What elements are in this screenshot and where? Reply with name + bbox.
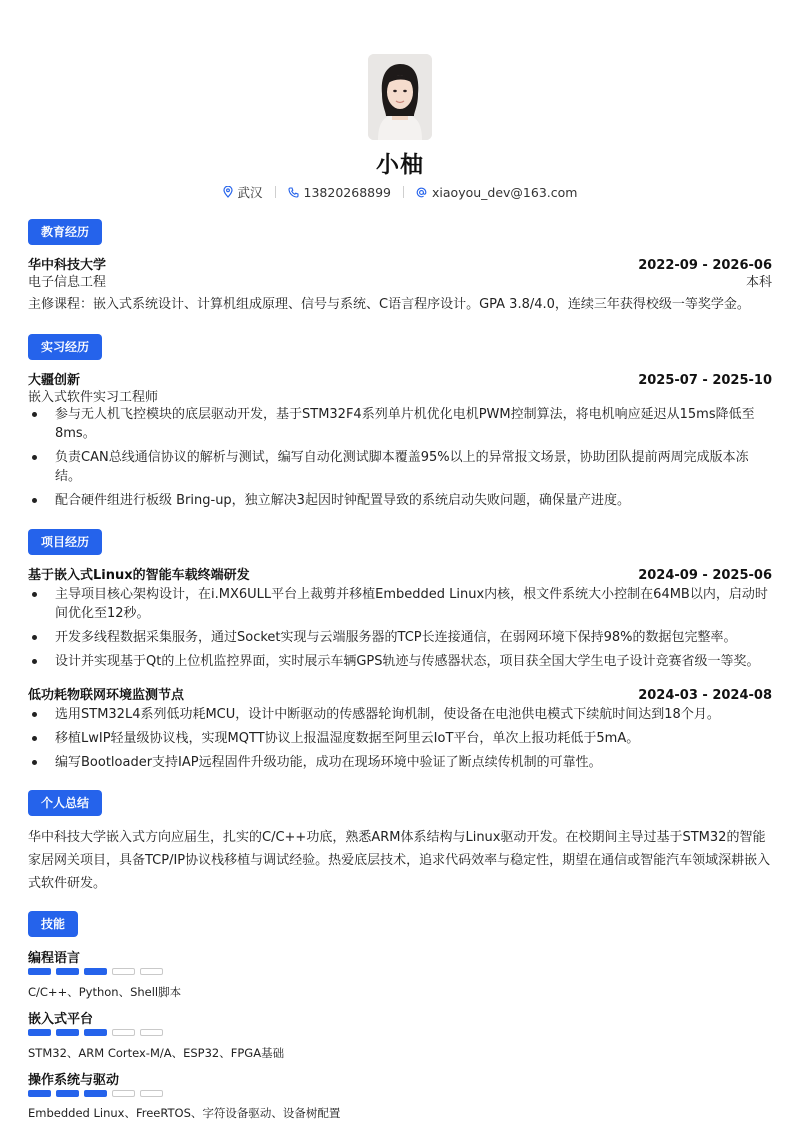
skill-desc: STM32、ARM Cortex-M/A、ESP32、FPGA基础 <box>28 1046 285 1060</box>
location-text: 武汉 <box>237 185 263 200</box>
skill-desc: Embedded Linux、FreeRTOS、字符设备驱动、设备树配置 <box>28 1106 341 1120</box>
section-tag-projects: 项目经历 <box>28 529 102 555</box>
skill-segment-filled <box>28 1029 51 1036</box>
project-title: 低功耗物联网环境监测节点 <box>28 688 185 703</box>
location-item <box>223 183 263 201</box>
skill-name: 操作系统与驱动 <box>28 1073 120 1088</box>
section-tag-internship: 实习经历 <box>28 334 102 360</box>
skill-segment-empty <box>112 1029 135 1036</box>
skill-segment-empty <box>112 1090 135 1097</box>
phone-icon <box>288 187 299 198</box>
contact-bar <box>0 183 800 201</box>
skill-segment-filled <box>56 968 79 975</box>
candidate-name: 小柚 <box>376 152 424 178</box>
skill-segment-filled <box>28 1090 51 1097</box>
project-1-bullets <box>28 585 772 676</box>
skill-level-bar <box>28 968 163 975</box>
section-tag-skills: 技能 <box>28 911 78 937</box>
company-name: 大疆创新 <box>28 373 81 388</box>
education-detail: 主修课程：嵌入式系统设计、计算机组成原理、信号与系统、C语言程序设计。GPA 3.8/4.0，连续三年获得校级一等奖学金。 <box>28 297 750 312</box>
list-item: 设计并实现基于Qt的上位机监控界面，实时展示车辆GPS轨迹与传感器状态，项目获全国大学生电子设计竞赛省级一等奖。 <box>28 652 772 671</box>
project-period: 2024-03 - 2024-08 <box>638 688 772 703</box>
list-item: 主导项目核心架构设计，在i.MX6ULL平台上裁剪并移植Embedded Linux内核，根文件系统大小控制在64MB以内，启动时间优化至12秒。 <box>28 585 772 623</box>
skill-segment-filled <box>84 1090 107 1097</box>
skill-segment-filled <box>84 1029 107 1036</box>
internship-role-row <box>28 386 772 405</box>
section-tag-education: 教育经历 <box>28 219 102 245</box>
at-sign-icon <box>416 187 427 198</box>
internship-bullets <box>28 405 772 515</box>
skill-level-bar <box>28 1090 163 1097</box>
project-2-header <box>28 684 772 703</box>
skill-name: 编程语言 <box>28 951 81 966</box>
skill-level-bar <box>28 1029 163 1036</box>
school-name: 华中科技大学 <box>28 258 107 273</box>
avatar <box>368 54 432 140</box>
list-item: 编写Bootloader支持IAP远程固件升级功能，成功在现场环境中验证了断点续传机制的可靠性。 <box>28 753 772 772</box>
project-title: 基于嵌入式Linux的智能车载终端研发 <box>28 568 250 583</box>
degree: 本科 <box>745 275 772 290</box>
location-pin-icon <box>223 186 233 198</box>
list-item: 配合硬件组进行板级 Bring-up，独立解决3起因时钟配置导致的系统启动失败问题，确保量产进度。 <box>28 491 772 510</box>
project-2-bullets <box>28 705 772 777</box>
major: 电子信息工程 <box>28 275 107 290</box>
phone-item <box>288 185 391 200</box>
education-subheader <box>28 271 772 290</box>
email-item <box>416 185 577 200</box>
skill-desc: C/C++、Python、Shell脚本 <box>28 985 182 999</box>
list-item: 选用STM32L4系列低功耗MCU，设计中断驱动的传感器轮询机制，使设备在电池供电模式下续航时间达到18个月。 <box>28 705 772 724</box>
summary-text: 华中科技大学嵌入式方向应届生，扎实的C/C++功底，熟悉ARM体系结构与Linux驱动开发。在校期间主导过基于STM32的智能家居网关项目，具备TCP/IP协议栈移植与调试经验。热爱底层技术，追求代码效率与稳定性，期望在通信或智能汽车领域深耕嵌入式软件研发。 <box>28 830 771 891</box>
skill-segment-empty <box>112 968 135 975</box>
skill-segment-filled <box>56 1029 79 1036</box>
contact-divider <box>403 186 404 198</box>
phone-text[interactable]: 13820268899 <box>303 184 392 200</box>
list-item: 开发多线程数据采集服务，通过Socket实现与云端服务器的TCP长连接通信，在弱网环境下保持98%的数据包完整率。 <box>28 628 772 647</box>
list-item: 负责CAN总线通信协议的解析与测试，编写自动化测试脚本覆盖95%以上的异常报文场景，协助团队提前两周完成版本冻结。 <box>28 448 772 486</box>
project-period: 2024-09 - 2025-06 <box>638 568 772 583</box>
section-tag-summary: 个人总结 <box>28 790 102 816</box>
project-1-header <box>28 564 772 583</box>
skill-segment-empty <box>140 1090 163 1097</box>
skill-segment-filled <box>84 968 107 975</box>
internship-role: 嵌入式软件实习工程师 <box>28 390 159 405</box>
list-item: 参与无人机飞控模块的底层驱动开发，基于STM32F4系列单片机优化电机PWM控制算法，将电机响应延迟从15ms降低至8ms。 <box>28 405 772 443</box>
internship-period: 2025-07 - 2025-10 <box>638 373 772 388</box>
skill-name: 嵌入式平台 <box>28 1012 94 1027</box>
skill-segment-filled <box>56 1090 79 1097</box>
contact-divider <box>275 186 276 198</box>
skill-segment-filled <box>28 968 51 975</box>
skill-segment-empty <box>140 1029 163 1036</box>
list-item: 移植LwIP轻量级协议栈，实现MQTT协议上报温湿度数据至阿里云IoT平台，单次上报功耗低于5mA。 <box>28 729 772 748</box>
skill-segment-empty <box>140 968 163 975</box>
email-text[interactable]: xiaoyou_dev@163.com <box>432 184 578 200</box>
education-period: 2022-09 - 2026-06 <box>638 258 772 273</box>
